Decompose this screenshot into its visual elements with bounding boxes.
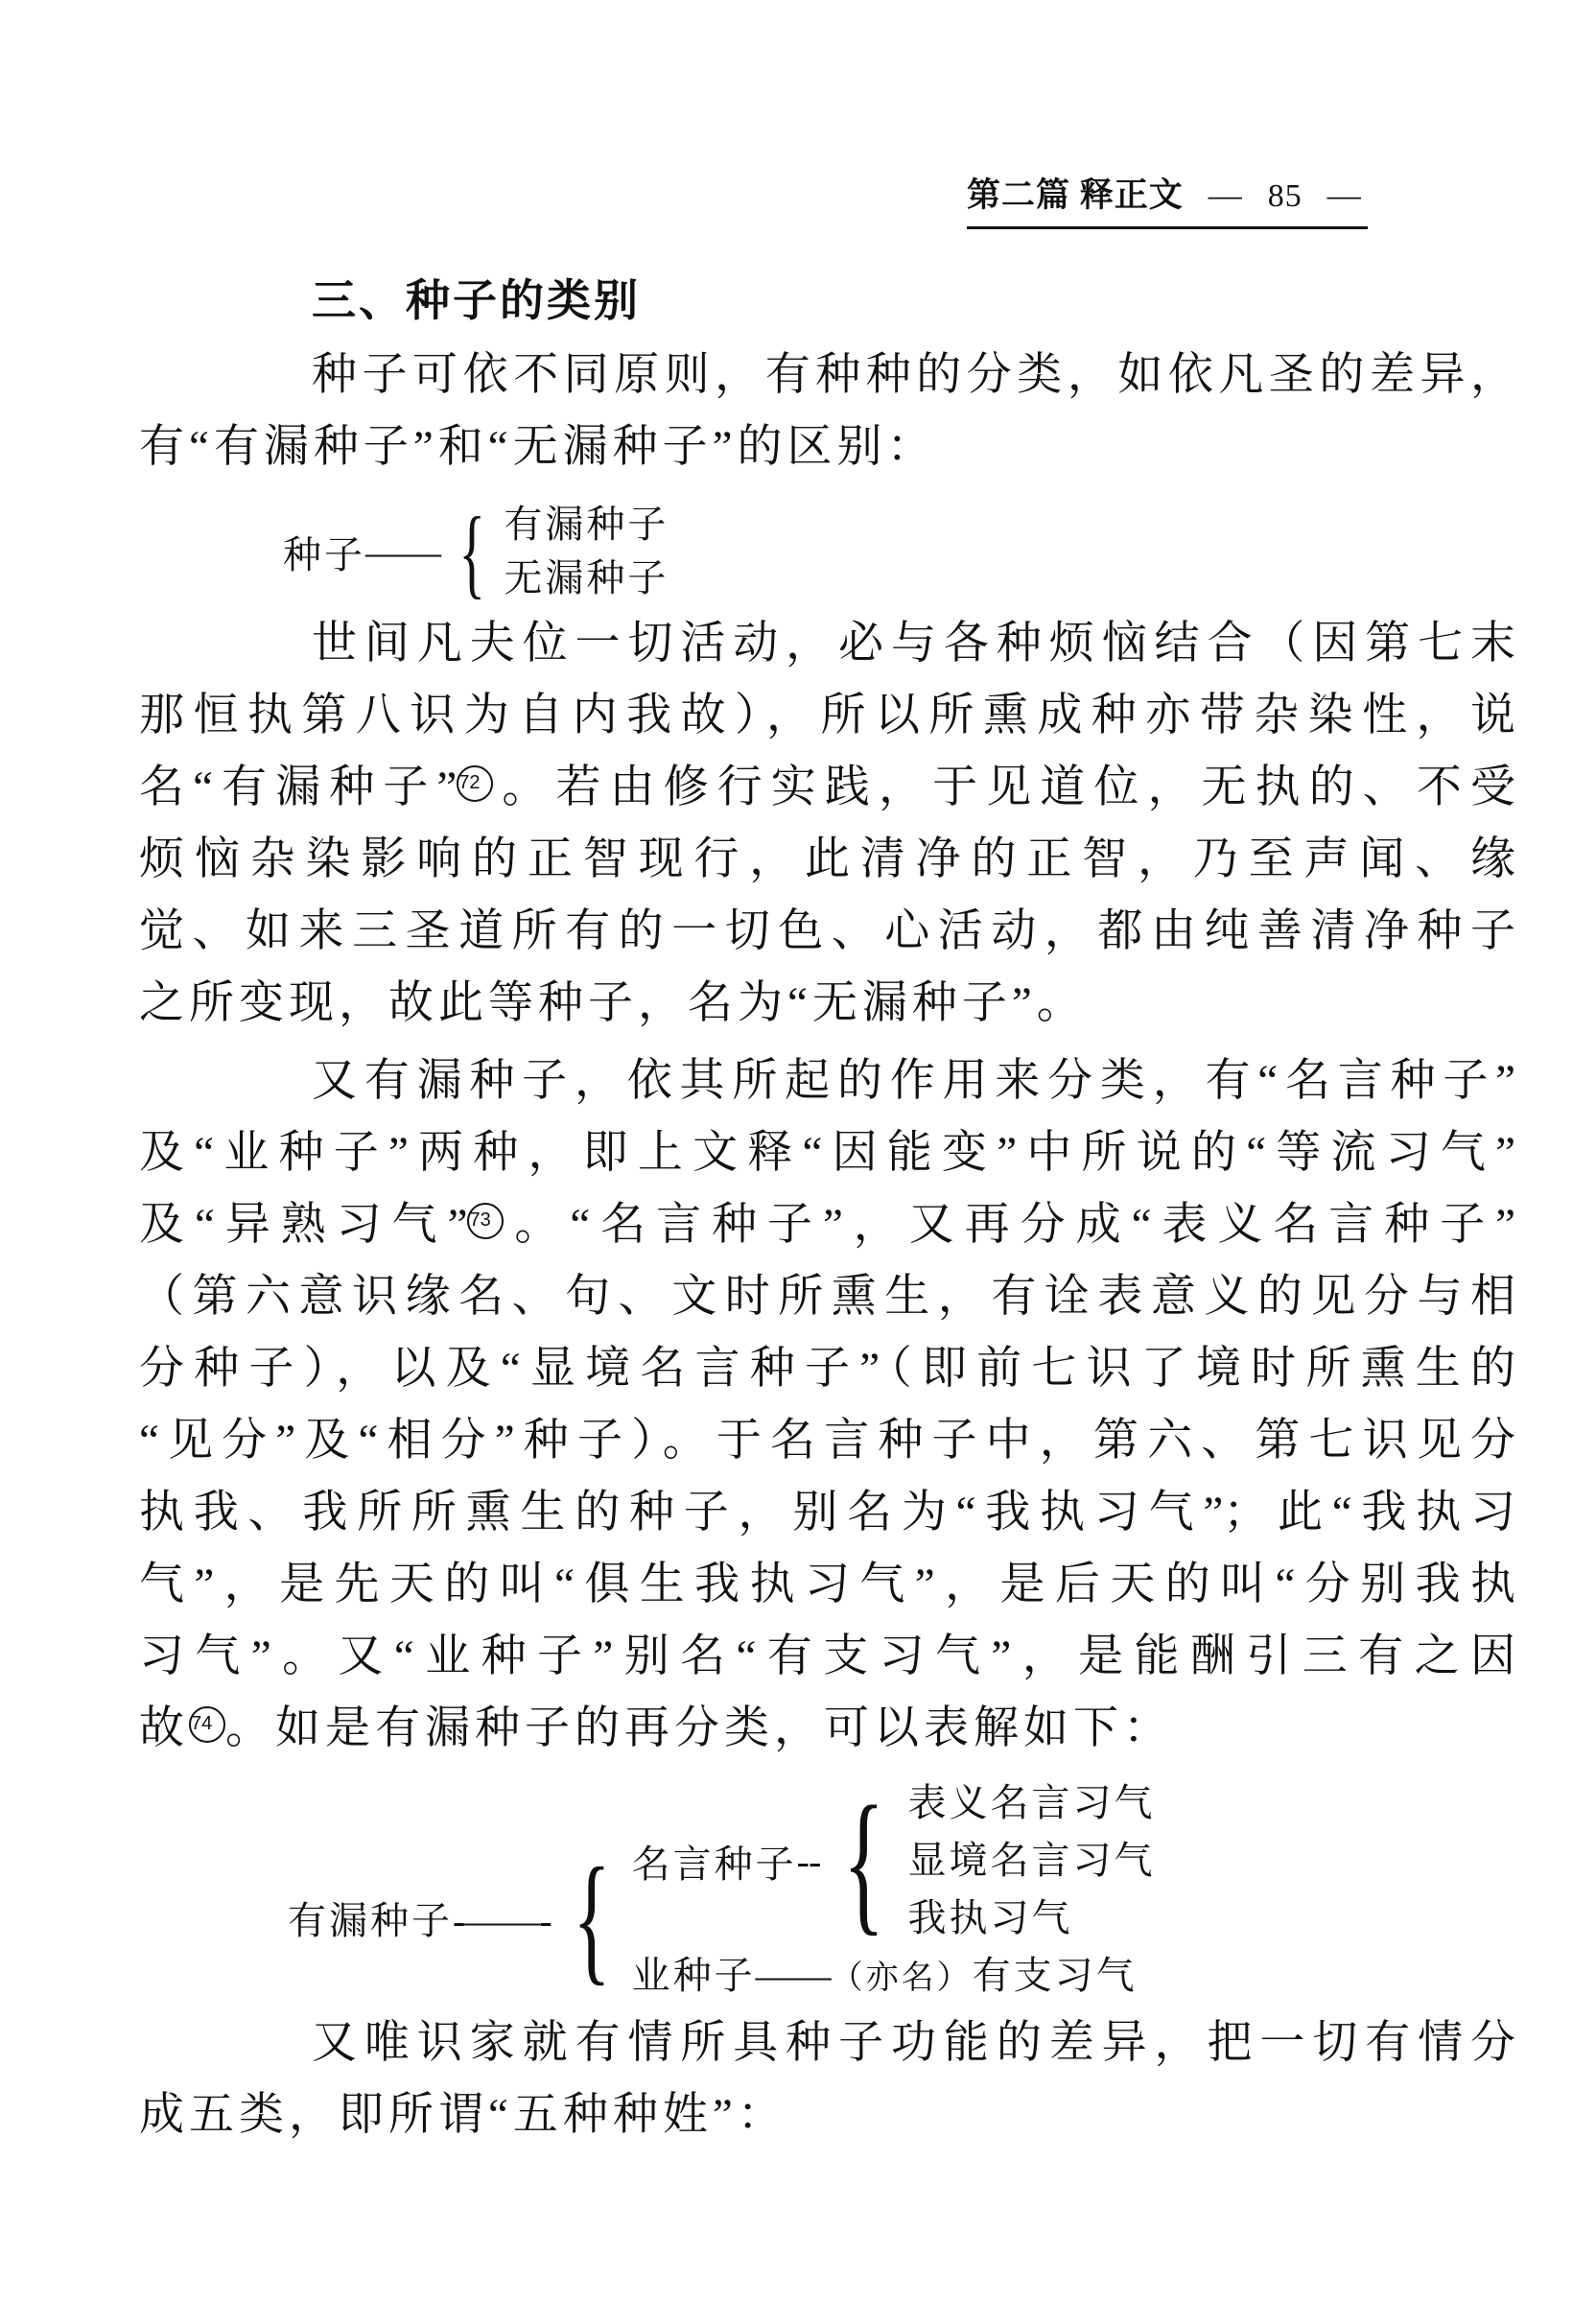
text-line [139,1693,1515,1765]
diagram-connector-line: -- [796,1839,821,1883]
text-line: 及“业种子”两种，即上文释“因能变”中所说的“等流习气” [139,1128,1515,1178]
line-segment: 。若由修行实践，于见道位，无执的、不受 [493,763,1515,812]
text-line: 成五类，即所谓“五种种姓”： [139,2090,787,2140]
diagram-root-label: 种子 [283,532,365,576]
paragraph-leaking-seeds [139,608,1515,1040]
text-line: 之所变现，故此等种子，名为“无漏种子”。 [139,978,1087,1028]
diagram-root-group [288,1890,552,1945]
footnote-marker-72: 72 [457,765,493,802]
branch-name-seeds [632,1774,1156,1947]
line-segment: 。“名言种子”，又再分成“表义名言种子” [504,1200,1515,1250]
chapter-title: 第二篇 释正文 [967,176,1184,214]
line-segment: 故 [139,1703,189,1753]
text-line: 习气”。又“业种子”别名“有支习气”，是能酬引三有之因 [139,1632,1515,1681]
text-line [139,1189,1515,1261]
diagram-connector-line: -——- [453,1899,552,1942]
text-line: 烦恼杂染影响的正智现行，此清净的正智，乃至声闻、缘 [139,834,1515,884]
paragraph-intro [139,340,1515,483]
diagram-item-list [907,1774,1155,1947]
diagram-connector-line: —— [365,529,440,574]
line-segment: 名“有漏种子” [139,763,458,812]
branch-text: 有支习气 [972,1954,1138,1997]
branch-karma-seeds [632,1947,1156,2008]
line-segment: 。如是有漏种子的再分类，可以表解如下： [225,1703,1173,1753]
footnote-marker-74: 74 [189,1706,225,1743]
text-line: 气”，是先天的叫“俱生我执习气”，是后天的叫“分别我执 [139,1560,1515,1609]
diagram-branches [632,1774,1156,2008]
diagram-item: 无漏种子 [504,556,669,599]
diagram-item-list [504,498,669,605]
text-line: “见分”及“相分”种子）。于名言种子中，第六、第七识见分 [139,1416,1515,1466]
curly-brace: { [843,1773,885,1949]
diagram-item: 显境名言习气 [907,1839,1156,1882]
text-line: 分种子），以及“显境名言种子”（即前七识了境时所熏生的 [139,1344,1515,1394]
diagram-item: 表义名言习气 [907,1781,1156,1824]
page-number-dash-right: — [1326,176,1362,214]
text-line: （第六意识缘名、句、文时所熏生，有诠表意义的见分与相 [139,1272,1515,1322]
text-line: 有“有漏种子”和“无漏种子”的区别： [139,422,937,472]
diagram-item: 有漏种子 [504,503,669,546]
section-title: 三、种子的类别 [312,276,641,325]
text-line: 又有漏种子，依其所起的作用来分类，有“名言种子” [312,1056,1515,1106]
text-line: 世间凡夫位一切活动，必与各种烦恼结合（因第七末 [312,619,1515,669]
curly-brace: { [572,1838,611,1998]
branch-annotation: （亦名） [830,1961,973,1996]
diagram-root-label: 有漏种子 [288,1899,453,1942]
text-line: 种子可依不同原则，有种种的分类，如依凡圣的差异， [312,350,1515,400]
footnote-marker-73: 73 [467,1203,504,1239]
text-line: 觉、如来三圣道所有的一切色、心活动，都由纯善清净种子 [139,906,1515,956]
text-line: 那恒执第八识为自内我故），所以所熏成种亦带杂染性，说 [139,691,1515,740]
branch-label: 名言种子 [631,1842,797,1886]
text-line [139,752,1515,824]
leaking-seed-subdivision-diagram [288,1774,1515,2008]
curly-brace: { [458,495,486,608]
page-content [139,0,1515,2151]
text-line: 执我、我所所熏生的种子，别名为“我执习气”；此“我执习 [139,1488,1515,1538]
diagram-item: 我执习气 [907,1896,1073,1939]
page-number-dash-left: — [1208,176,1243,214]
seed-types-diagram [283,495,1515,608]
paragraph-seed-subtypes [139,1045,1515,1765]
paragraph-five-lineages [139,2008,1515,2151]
line-segment: 及“异熟习气” [139,1200,468,1250]
text-line: 又唯识家就有情所具种子功能的差异，把一切有情分 [312,2018,1515,2068]
branch-label: 业种子 [631,1954,756,1997]
page-number: 85 [1267,178,1303,214]
diagram-connector-line: —— [755,1954,831,1997]
